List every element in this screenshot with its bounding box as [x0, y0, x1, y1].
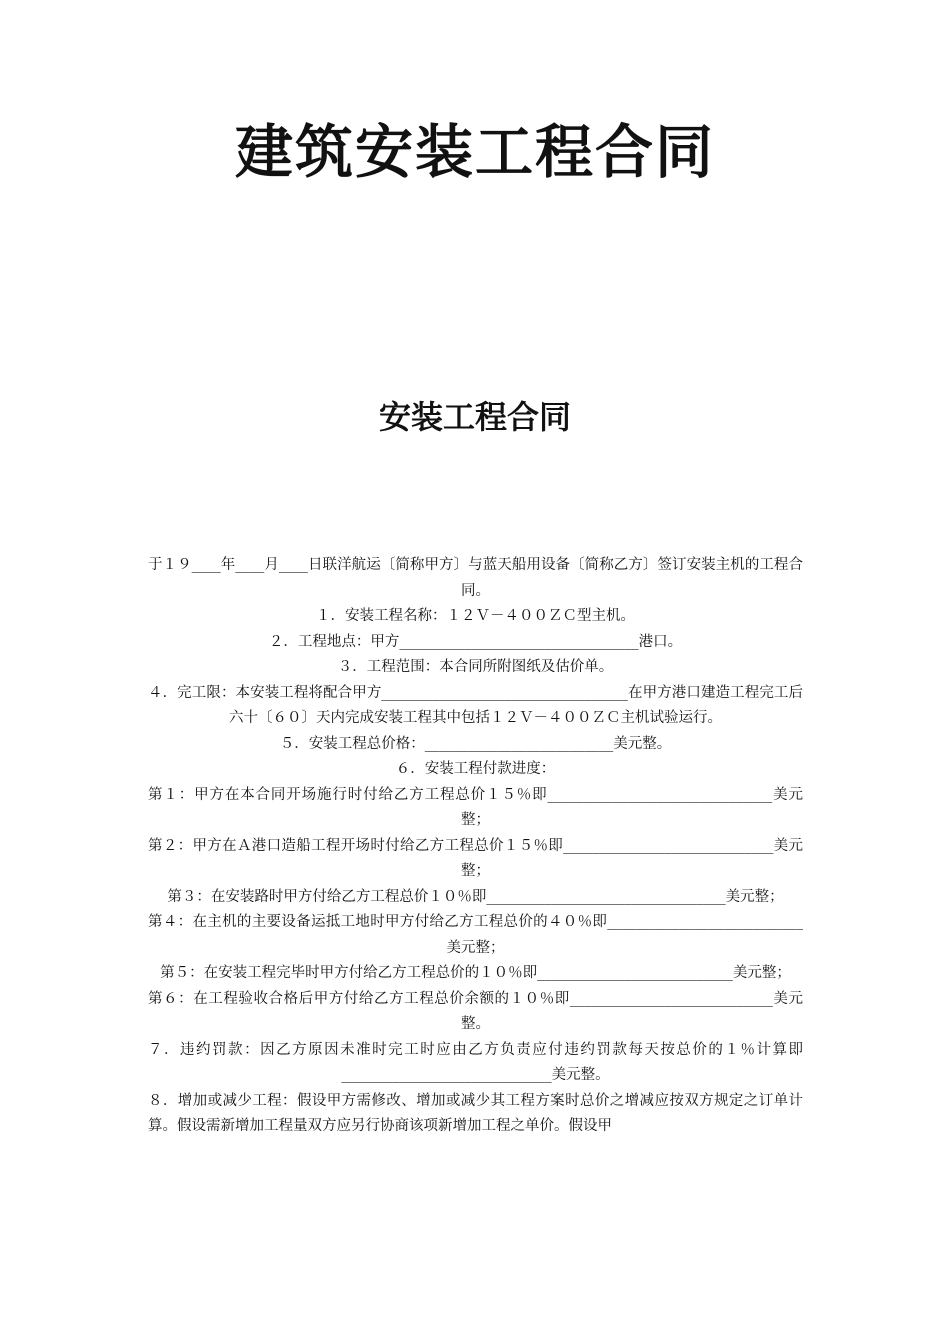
clause-completion-period: ４．完工限：本安装工程将配合甲方__________________________________在甲方港口建造工程完工后六十〔６０〕天内完成安装工程其中包括１２Ｖ－４００ＺＣ主机试验运行。 [148, 684, 803, 726]
payment-item-2: 第２：甲方在Ａ港口造船工程开场时付给乙方工程总价１５％即_____________________________美元整； [148, 837, 803, 879]
payment-item-3: 第３：在安装路时甲方付给乙方工程总价１０％即_________________________________美元整； [167, 888, 784, 905]
clause-project-location: ２．工程地点：甲方_________________________________港口。 [268, 633, 683, 650]
clause-project-scope: ３．工程范围：本合同所附图纸及估价单。 [337, 659, 614, 675]
clause-work-changes: ８．增加或减少工程：假设甲方需修改、增加或减少其工程方案时总价之增减应按双方规定之订单计算。假设需新增加工程量双方应另行协商该项新增加工程之单价。假设甲 [148, 1092, 803, 1134]
payment-item-4: 第４：在主机的主要设备运抵工地时甲方付给乙方工程总价的４０％即___________________________美元整； [148, 914, 803, 956]
contract-subtitle: 安装工程合同 [378, 398, 571, 436]
contract-body [148, 553, 803, 1140]
clause-project-name: １．安装工程名称：１２Ｖ－４００ＺＣ型主机。 [316, 608, 635, 624]
clause-total-price: ５．安装工程总价格：__________________________美元整。 [279, 735, 672, 752]
clause-penalty: ７．违约罚款：因乙方原因未准时完工时应由乙方负责应付违约罚款每天按总价的１％计算即_____________________________美元整。 [148, 1041, 803, 1083]
payment-item-5: 第５：在安装工程完毕时甲方付给乙方工程总价的１０％即___________________________美元整； [160, 965, 791, 981]
document-main-title: 建筑安装工程合同 [234, 118, 715, 186]
clause-payment-schedule: ６．安装工程付款进度： [395, 761, 556, 777]
payment-item-1: 第１：甲方在本合同开场施行时付给乙方工程总价１５％即_______________________________美元整； [148, 786, 803, 828]
payment-item-6: 第６：在工程验收合格后甲方付给乙方工程总价余额的１０％即____________________________美元整。 [148, 990, 803, 1032]
contract-intro-paragraph: 于１９____年____月____日联洋航运〔简称甲方〕与蓝天船用设备〔简称乙方〕签订安装主机的工程合同。 [148, 557, 803, 599]
